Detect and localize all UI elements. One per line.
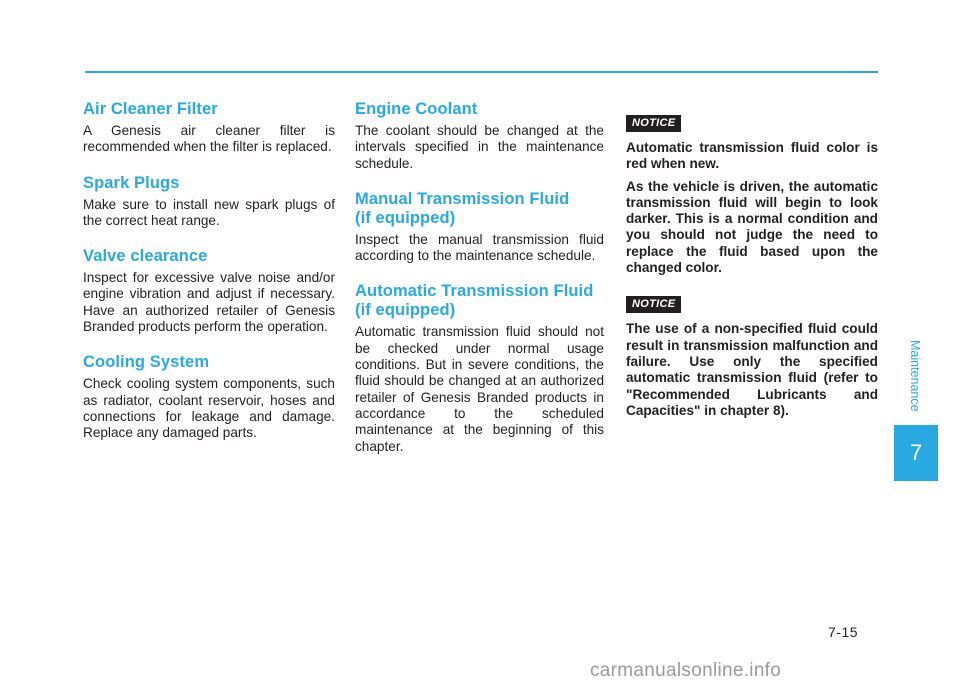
heading-spark-plugs: Spark Plugs [83, 173, 180, 192]
watermark: carmanualsonline.info [590, 660, 782, 681]
text-valve-clearance: Inspect for excessive valve noise and/or engine vibration and adjust if necessary. Have an authorized retailer of Genesis Branded products perform the operation. [83, 270, 335, 335]
text-engine-coolant: The coolant should be changed at the intervals specified in the maintenance schedule. [355, 123, 604, 171]
heading-manual-fluid-line1: Manual Transmission Fluid [355, 189, 570, 208]
text-auto-fluid: Automatic transmission fluid should not be checked under normal usage conditions. But in severe conditions, the fluid should be changed at an authorized retailer of Genesis Branded products in accordance to the scheduled maintenance at the beginning of this chapter. [355, 324, 604, 454]
heading-auto-fluid-line2: (if equipped) [355, 301, 456, 320]
notice-1-text-2: As the vehicle is driven, the automatic transmission fluid will begin to look darker. This is a normal condition and you should not judge the need to replace the fluid based upon the changed color. [626, 178, 878, 276]
notice-badge: NOTICE [626, 115, 681, 132]
top-rule [85, 71, 878, 73]
section-spark-plugs [83, 174, 335, 230]
section-air-cleaner [83, 100, 335, 156]
heading-cooling-system: Cooling System [83, 353, 210, 372]
chapter-side-label: Maintenance [908, 340, 922, 412]
section-valve-clearance [83, 247, 335, 335]
heading-air-cleaner: Air Cleaner Filter [83, 100, 218, 118]
text-cooling-system: Check cooling system components, such as radiator, coolant reservoir, hoses and connections for leakage and damage. Replace any damaged parts. [83, 376, 335, 441]
column-1 [83, 100, 335, 460]
section-cooling-system [83, 353, 335, 441]
text-manual-fluid: Inspect the manual transmission fluid according to the maintenance schedule. [355, 231, 604, 264]
notice-1-badge-wrap [626, 113, 878, 132]
heading-manual-fluid [355, 190, 604, 228]
text-air-cleaner: A Genesis air cleaner filter is recommended when the filter is replaced. [83, 123, 335, 155]
notice-2-text: The use of a non-specified fluid could result in transmission malfunction and failure. Use only the specified automatic transmission fluid (refer to "Recommended Lubricants and Capacities" in chapter 8). [626, 321, 878, 418]
notice-badge: NOTICE [626, 296, 681, 313]
chapter-tab: 7 [894, 425, 938, 481]
column-3 [626, 113, 878, 419]
heading-auto-fluid-line1: Automatic Transmission Fluid [355, 282, 594, 301]
notice-1-text-1: Automatic transmission fluid color is red when new. [626, 140, 878, 172]
text-spark-plugs: Make sure to install new spark plugs of the correct heat range. [83, 196, 335, 228]
column-2 [355, 100, 604, 473]
notice-2-badge-wrap [626, 294, 878, 313]
heading-engine-coolant: Engine Coolant [355, 100, 478, 118]
page-number: 7-15 [828, 624, 859, 640]
section-manual-fluid [355, 190, 604, 265]
heading-valve-clearance: Valve clearance [83, 247, 208, 266]
heading-manual-fluid-line2: (if equipped) [355, 208, 456, 227]
section-engine-coolant [355, 100, 604, 172]
section-auto-fluid [355, 282, 604, 454]
heading-auto-fluid [355, 282, 604, 320]
